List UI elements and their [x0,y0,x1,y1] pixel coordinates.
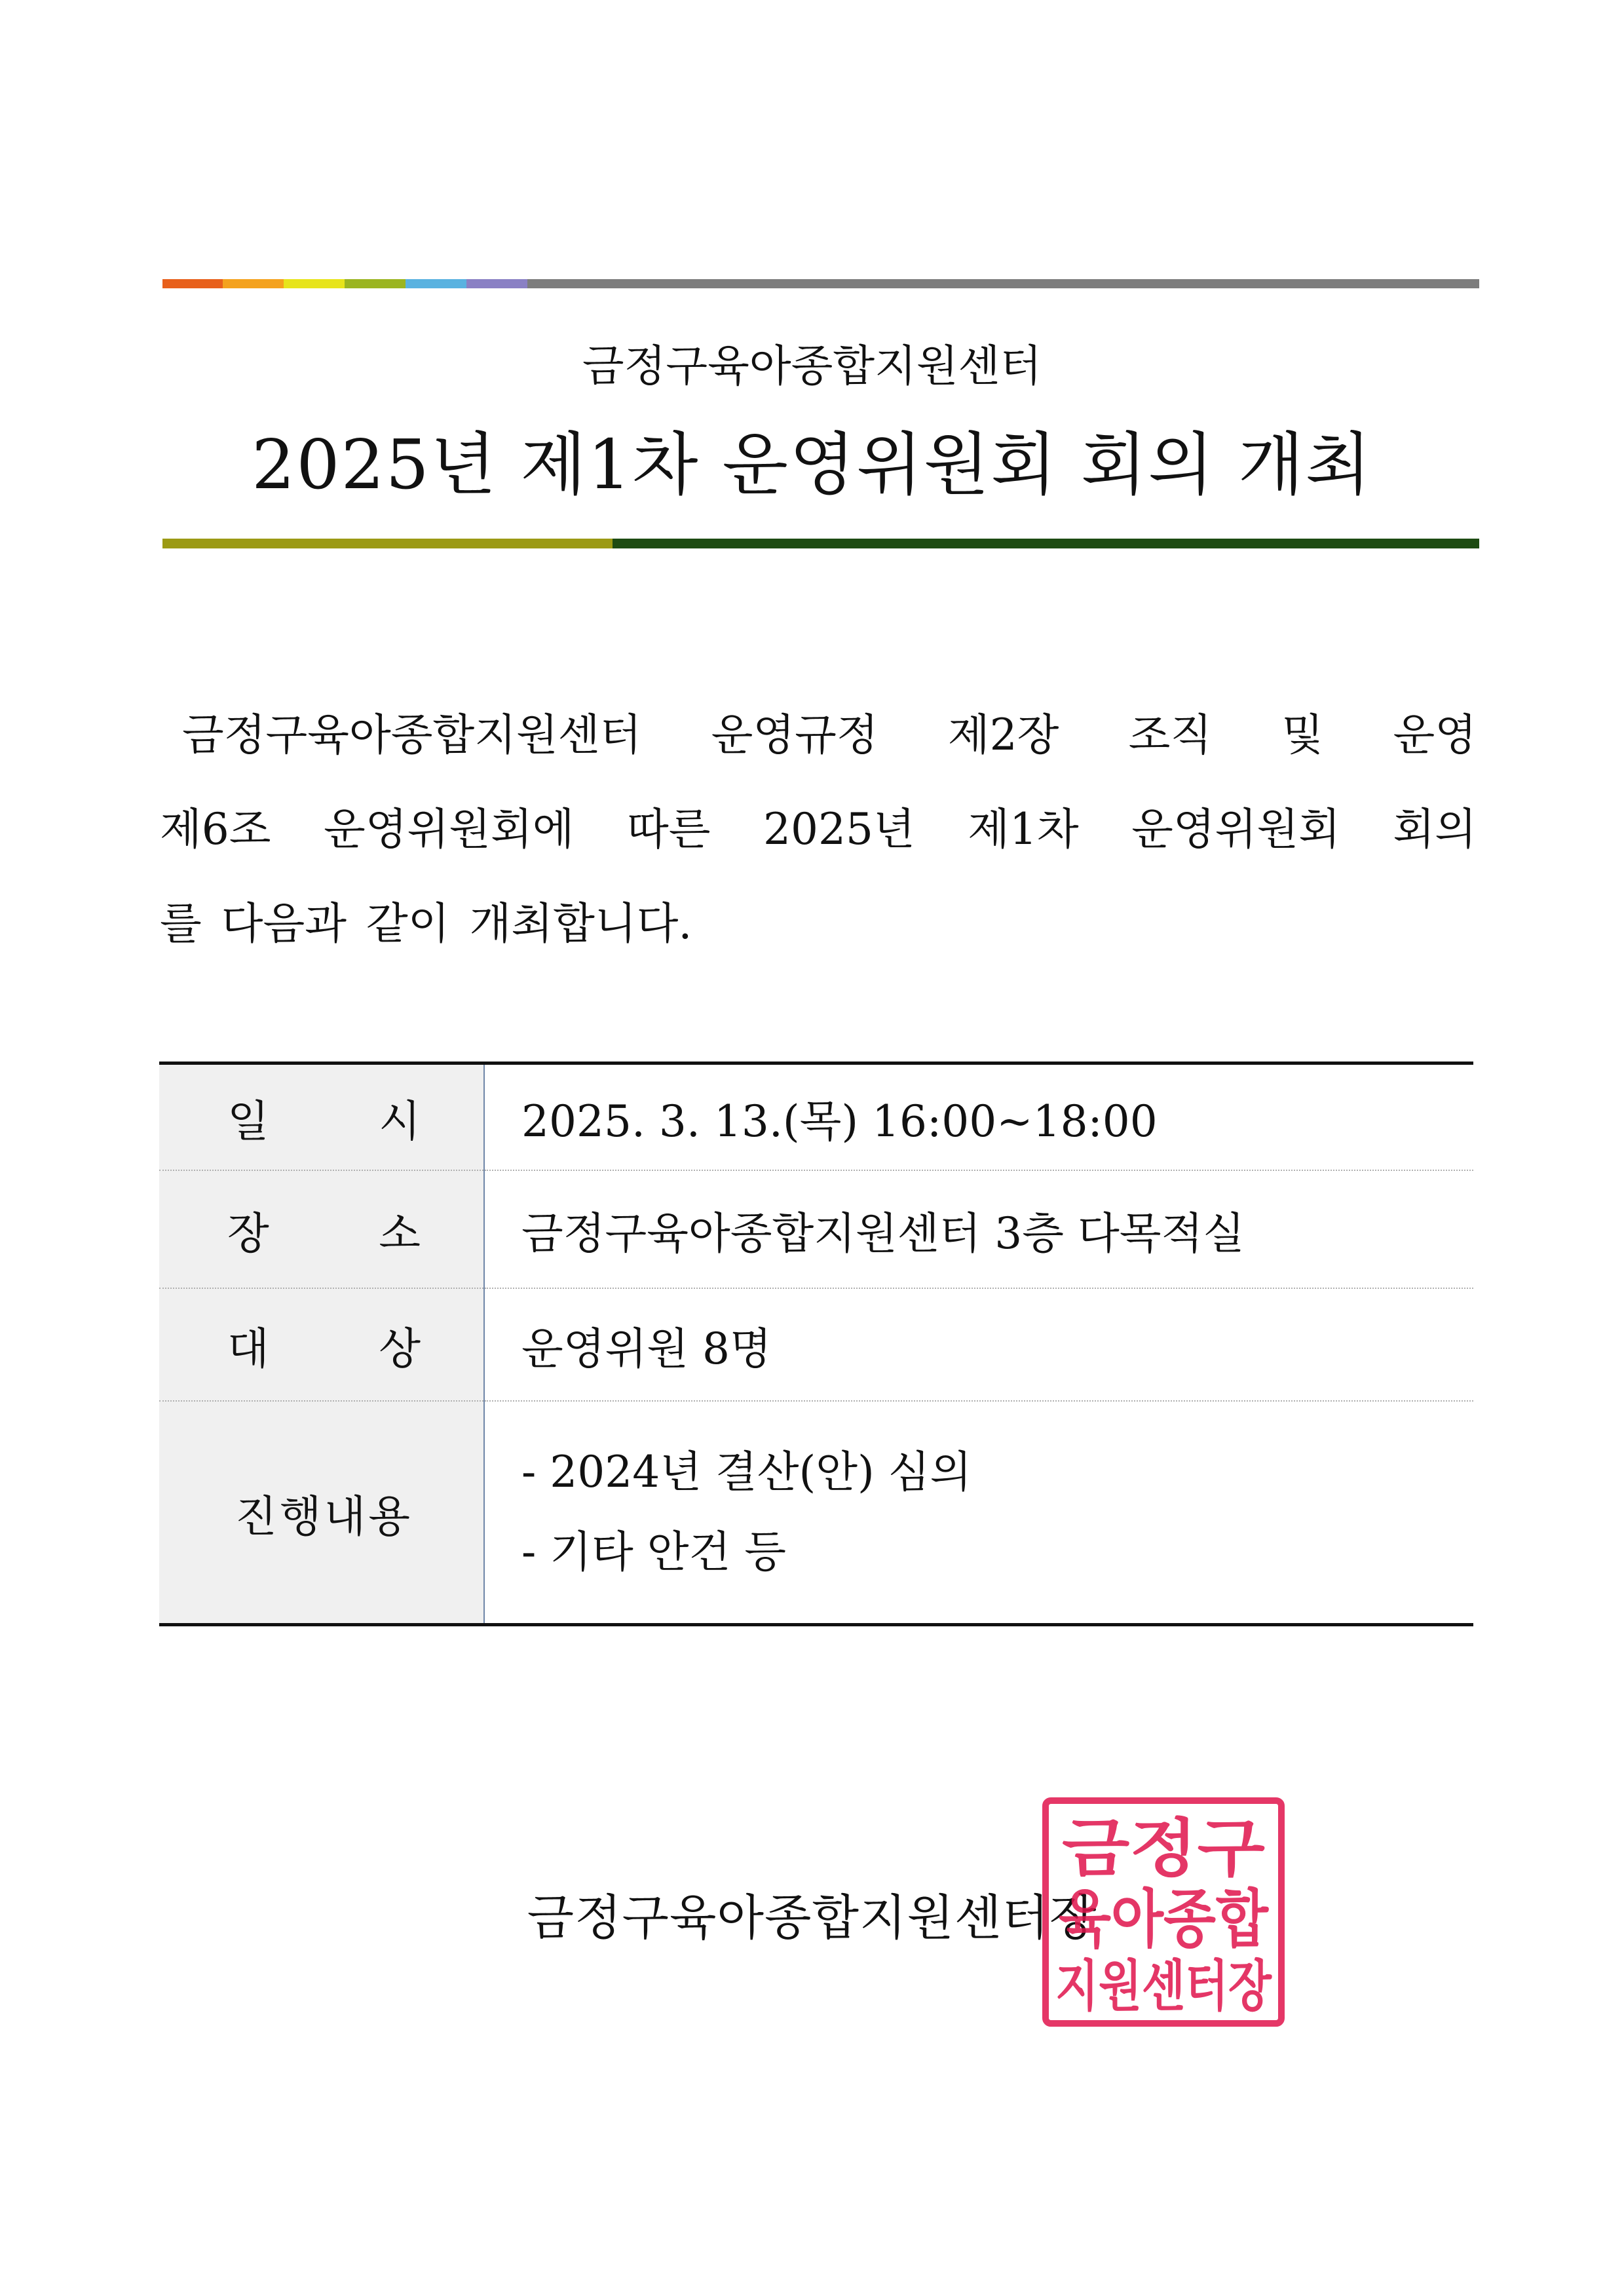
word: 금정구육아종합지원센터 [182,710,642,760]
official-seal-stamp [1042,1797,1285,2027]
color-segment [466,279,527,288]
color-segment [527,279,1479,288]
header-color-bar [162,279,1479,288]
word: 및 [1281,710,1324,760]
table-row-location [159,1170,1473,1288]
svg-text:육아종합: 육아종합 [1059,1883,1270,1956]
row-value-location: 금정구육아종합지원센터 3층 다목적실 [484,1170,1473,1288]
paragraph-line [160,702,1477,797]
row-value-datetime: 2025. 3. 13.(목) 16:00~18:00 [484,1063,1473,1171]
word: 개최합니다. [469,898,692,949]
word: 운영위원회에 [323,804,575,854]
word: 제1차 [968,804,1079,854]
word: 조직 [1128,710,1213,760]
table-row-attendees [159,1288,1473,1401]
row-label: 진행내용 [159,1401,484,1625]
word: 2025년 [763,804,915,854]
word: 운영규정 [711,710,878,760]
word: 를 [160,898,202,949]
word: 운영위원회 [1131,804,1340,854]
agenda-item: - 기타 안건 등 [521,1527,787,1577]
word: 따른 [627,804,711,854]
title-underline-bar [162,539,1479,548]
word: 같이 [366,898,450,949]
word: 회의 [1393,804,1477,854]
row-value-agenda [484,1401,1473,1625]
color-segment [406,279,466,288]
word: 운영 [1393,710,1477,760]
color-segment [613,539,1479,548]
signature-text: 금정구육아종합지원센터장 [527,1890,1097,1946]
color-segment [162,279,223,288]
row-label: 장 소 [159,1170,484,1288]
meeting-info-table [159,1062,1473,1626]
color-segment [162,539,613,548]
svg-text:지원센터장: 지원센터장 [1055,1954,1273,2018]
document-title: 2025년 제1차 운영위원회 회의 개최 [252,425,1372,505]
color-segment [284,279,345,288]
word: 다음과 [221,898,347,949]
paragraph-line [160,797,1477,891]
row-label: 대 상 [159,1288,484,1401]
color-segment [223,279,284,288]
color-segment [345,279,406,288]
table-row-agenda [159,1401,1473,1625]
word: 제2장 [947,710,1059,760]
table-row-datetime [159,1063,1473,1171]
agenda-item: - 2024년 결산(안) 심의 [521,1447,972,1497]
row-value-attendees: 운영위원 8명 [484,1288,1473,1401]
organization-name: 금정구육아종합지원센터 [582,341,1042,391]
paragraph-line [160,891,1477,985]
row-label: 일 시 [159,1063,484,1171]
svg-text:금정구: 금정구 [1062,1812,1266,1885]
intro-paragraph [160,702,1477,985]
word: 제6조 [160,804,271,854]
